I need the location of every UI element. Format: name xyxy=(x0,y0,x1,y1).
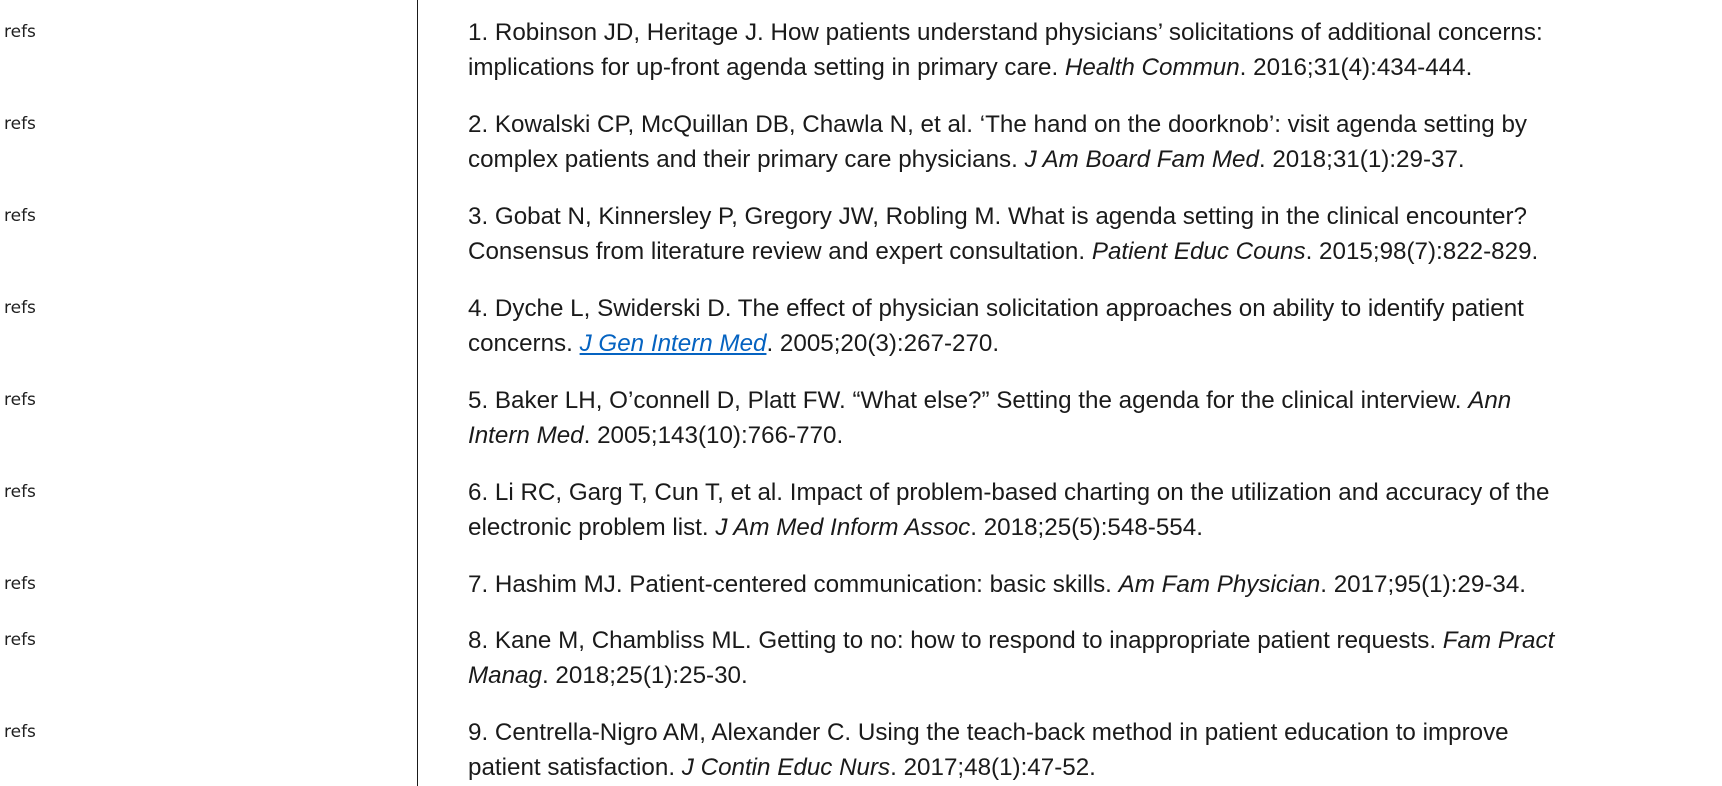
style-label[interactable]: refs xyxy=(4,482,36,502)
style-label[interactable]: refs xyxy=(4,574,36,594)
reference-entry[interactable]: 9. Centrella-Nigro AM, Alexander C. Using the teach-back method in patient education to improve patient satisfaction. J Contin Educ Nurs. 2017;48(1):47-52. xyxy=(468,719,1509,781)
reference-entry[interactable]: 4. Dyche L, Swiderski D. The effect of physician solicitation approaches on ability to identify patient concerns. J Gen Intern Med. 2005;20(3):267-270. xyxy=(468,295,1524,357)
journal-name: Health Commun xyxy=(1064,54,1240,81)
style-label[interactable]: refs xyxy=(4,206,36,226)
journal-name: Fam Pract Manag xyxy=(468,627,1555,689)
journal-name: J Am Board Fam Med xyxy=(1024,146,1259,173)
style-label[interactable]: refs xyxy=(4,22,36,42)
reference-entry[interactable]: 6. Li RC, Garg T, Cun T, et al. Impact of problem-based charting on the utilization and accuracy of the electronic problem list. J Am Med Inform Assoc. 2018;25(5):548-554. xyxy=(468,479,1550,541)
journal-name: J Am Med Inform Assoc xyxy=(715,514,971,541)
style-label[interactable]: refs xyxy=(4,722,36,742)
reference-entry[interactable]: 3. Gobat N, Kinnersley P, Gregory JW, Robling M. What is agenda setting in the clinical encounter? Consensus from literature review and expert consultation. Patient Educ Couns. 2015;98(7):822-829. xyxy=(468,203,1539,265)
journal-name: Patient Educ Couns xyxy=(1091,238,1306,265)
reference-entry[interactable]: 8. Kane M, Chambliss ML. Getting to no: how to respond to inappropriate patient requests. Fam Pract Manag. 2018;25(1):25-30. xyxy=(468,627,1555,689)
style-label[interactable]: refs xyxy=(4,390,36,410)
style-label[interactable]: refs xyxy=(4,630,36,650)
style-label[interactable]: refs xyxy=(4,114,36,134)
journal-name: J Contin Educ Nurs xyxy=(681,754,891,781)
style-label[interactable]: refs xyxy=(4,298,36,318)
journal-link[interactable]: J Gen Intern Med xyxy=(579,330,767,357)
journal-name: Ann Intern Med xyxy=(468,387,1512,449)
reference-entry[interactable]: 2. Kowalski CP, McQuillan DB, Chawla N, et al. ‘The hand on the doorknob’: visit agenda setting by complex patients and their primary care physicians. J Am Board Fam Med. 2018;31(1):29-37. xyxy=(468,111,1527,173)
reference-entry[interactable]: 5. Baker LH, O’connell D, Platt FW. “What else?” Setting the agenda for the clinical interview. Ann Intern Med. 2005;143(10):766-770. xyxy=(468,387,1512,449)
document-body[interactable] xyxy=(419,0,1722,786)
reference-entry[interactable]: 7. Hashim MJ. Patient-centered communication: basic skills. Am Fam Physician. 2017;95(1):29-34. xyxy=(468,571,1526,598)
reference-entry[interactable]: 1. Robinson JD, Heritage J. How patients understand physicians’ solicitations of additional concerns: implications for up-front agenda setting in primary care. Health Commun. 2016;31(4):434-444. xyxy=(468,19,1543,81)
journal-name: Am Fam Physician xyxy=(1118,571,1321,598)
style-area-pane xyxy=(0,0,418,786)
